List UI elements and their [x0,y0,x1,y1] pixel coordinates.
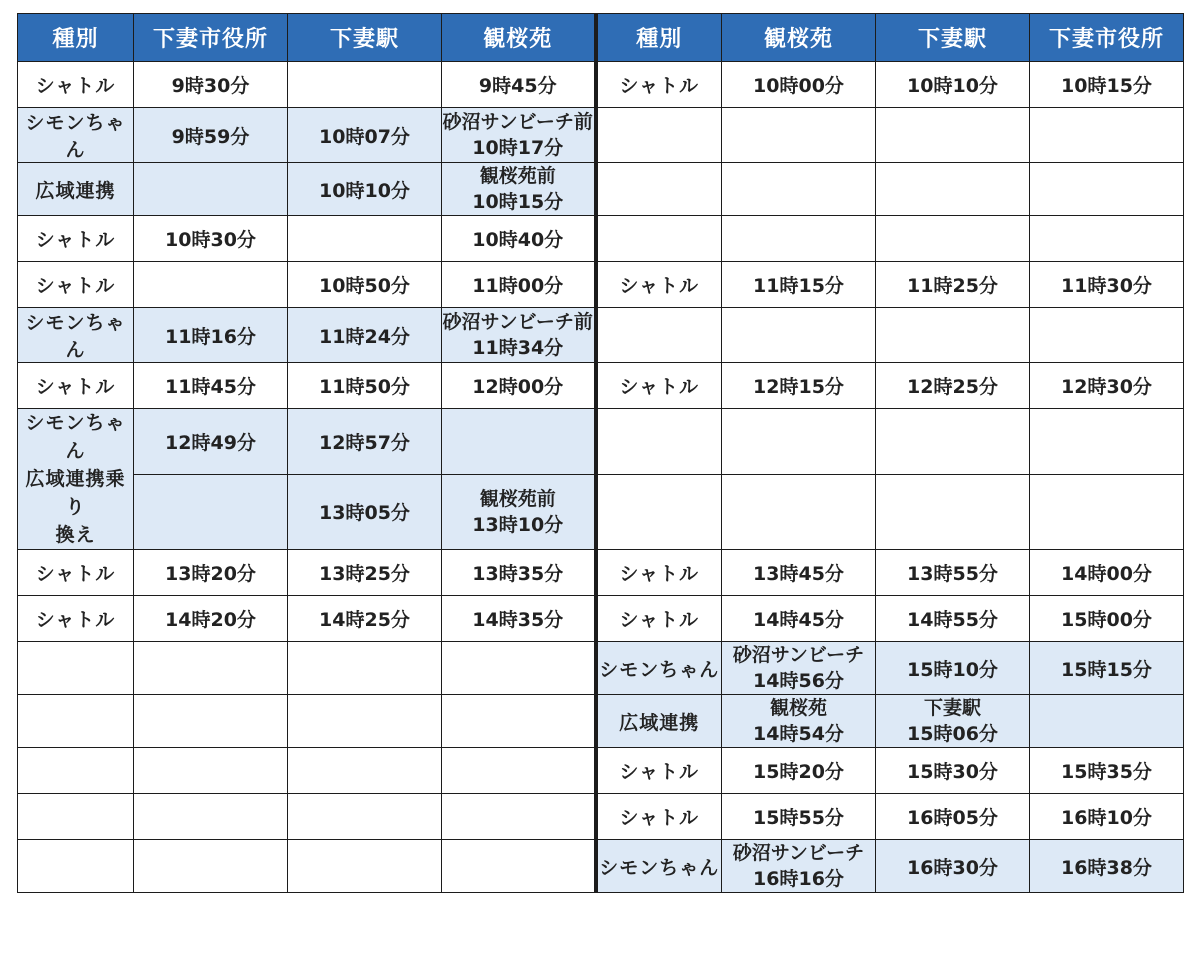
cell-time: 15時00分 [1030,596,1184,642]
cell-time: 16時05分 [876,794,1030,840]
cell-time [288,216,442,262]
cell-kind: シャトル [18,62,134,108]
cell-empty [596,409,722,475]
cell-empty [288,642,442,695]
cell-time [288,62,442,108]
cell-empty [288,748,442,794]
stop-name: 砂沼サンビーチ前 [442,111,593,133]
cell-empty [442,695,596,748]
cell-kind: シモンちゃん [596,840,722,893]
cell-kind: シモンちゃん [18,108,134,163]
table-row [18,596,1184,642]
timetable-wrapper [17,13,1184,893]
cell-empty [596,216,722,262]
cell-kind: シャトル [596,794,722,840]
table-row [18,550,1184,596]
cell-empty [596,308,722,363]
cell-empty [18,642,134,695]
table-row [18,748,1184,794]
stop-name: 砂沼サンビーチ [732,644,865,666]
cell-time: 16時30分 [876,840,1030,893]
cell-empty [134,695,288,748]
cell-time: 11時16分 [134,308,288,363]
cell-kind: シャトル [18,550,134,596]
cell-time: 15時30分 [876,748,1030,794]
cell-empty [876,409,1030,475]
cell-time: 10時00分 [722,62,876,108]
cell-kind: シャトル [596,550,722,596]
cell-kind: 広域連携 [596,695,722,748]
header-row [18,14,1184,62]
cell-time: 12時57分 [288,409,442,475]
cell-empty [134,474,288,550]
stop-time: 14時56分 [753,670,844,692]
cell-kind [18,409,134,550]
cell-time: 10時07分 [288,108,442,163]
table-row [18,409,1184,475]
cell-time: 10時15分 [1030,62,1184,108]
cell-time: 13時55分 [876,550,1030,596]
table-row [18,695,1184,748]
cell-empty [442,409,596,475]
stop-name: 観桜苑前 [479,487,556,510]
cell-time: 11時15分 [722,262,876,308]
cell-time: 14時00分 [1030,550,1184,596]
cell-stop-time [442,108,596,163]
cell-kind: シャトル [18,363,134,409]
cell-stop-time [442,474,596,550]
cell-stop-time [722,642,876,695]
cell-time: 13時25分 [288,550,442,596]
kind-line: 換え [55,524,96,546]
cell-kind: シモンちゃん [18,308,134,363]
cell-stop-time [722,695,876,748]
cell-time: 15時20分 [722,748,876,794]
cell-empty [442,794,596,840]
cell-empty [442,642,596,695]
cell-kind: シャトル [18,262,134,308]
cell-kind: シモンちゃん [596,642,722,695]
cell-empty [134,642,288,695]
cell-empty [722,308,876,363]
cell-time: 15時10分 [876,642,1030,695]
table-row [18,794,1184,840]
header-station-left: 下妻駅 [288,14,442,62]
table-row [18,262,1184,308]
cell-empty [288,794,442,840]
cell-empty [596,474,722,550]
cell-empty [18,695,134,748]
cell-empty [722,474,876,550]
table-row [18,840,1184,893]
cell-time: 11時24分 [288,308,442,363]
cell-time: 16時38分 [1030,840,1184,893]
table-row [18,216,1184,262]
cell-empty [876,163,1030,216]
cell-time: 10時10分 [288,163,442,216]
table-row [18,108,1184,163]
cell-time: 14時35分 [442,596,596,642]
cell-time: 14時20分 [134,596,288,642]
cell-time: 11時45分 [134,363,288,409]
cell-time: 15時55分 [722,794,876,840]
cell-empty [134,794,288,840]
cell-empty [722,216,876,262]
cell-time: 12時30分 [1030,363,1184,409]
cell-time: 9時45分 [442,62,596,108]
cell-time: 12時15分 [722,363,876,409]
cell-time [134,262,288,308]
cell-empty [1030,108,1184,163]
cell-kind: シャトル [18,596,134,642]
stop-time: 13時10分 [472,513,564,536]
stop-name: 砂沼サンビーチ前 [442,311,593,333]
kind-line: シモンちゃん [25,412,126,462]
cell-empty [722,409,876,475]
cell-time: 10時50分 [288,262,442,308]
stop-name: 観桜苑 [769,697,827,719]
cell-kind: シャトル [596,262,722,308]
cell-time: 12時49分 [134,409,288,475]
cell-kind: シャトル [18,216,134,262]
cell-time: 16時10分 [1030,794,1184,840]
cell-time: 15時35分 [1030,748,1184,794]
table-row [18,642,1184,695]
bus-timetable [17,13,1184,893]
cell-empty [876,474,1030,550]
stop-time: 14時54分 [753,723,844,745]
cell-empty [596,108,722,163]
header-station-right: 下妻駅 [876,14,1030,62]
cell-time: 10時30分 [134,216,288,262]
cell-time: 11時25分 [876,262,1030,308]
cell-stop-time [442,163,596,216]
cell-empty [1030,409,1184,475]
header-city-hall-right: 下妻市役所 [1030,14,1184,62]
cell-empty [1030,474,1184,550]
stop-name: 砂沼サンビーチ [732,842,865,864]
table-row [18,363,1184,409]
header-kind-right: 種別 [596,14,722,62]
stop-name: 観桜苑前 [479,165,556,187]
cell-empty [134,840,288,893]
stop-time: 11時34分 [472,337,564,359]
cell-time: 13時35分 [442,550,596,596]
cell-empty [18,840,134,893]
cell-time: 11時00分 [442,262,596,308]
header-kanouen-left: 観桜苑 [442,14,596,62]
cell-time: 10時40分 [442,216,596,262]
cell-empty [18,794,134,840]
cell-time: 11時30分 [1030,262,1184,308]
cell-time: 14時45分 [722,596,876,642]
header-kind-left: 種別 [18,14,134,62]
cell-time: 13時20分 [134,550,288,596]
stop-time: 10時17分 [472,137,564,159]
cell-time: 13時05分 [288,474,442,550]
cell-stop-time [876,695,1030,748]
cell-stop-time [722,840,876,893]
stop-time: 15時06分 [907,723,998,745]
cell-empty [722,163,876,216]
cell-empty [442,840,596,893]
table-row [18,62,1184,108]
cell-empty [722,108,876,163]
cell-kind: シャトル [596,62,722,108]
table-row [18,163,1184,216]
cell-empty [288,840,442,893]
cell-time [1030,695,1184,748]
cell-kind: 広域連携 [18,163,134,216]
cell-time: 9時59分 [134,108,288,163]
cell-empty [1030,216,1184,262]
cell-time [134,163,288,216]
header-city-hall-left: 下妻市役所 [134,14,288,62]
cell-kind: シャトル [596,363,722,409]
cell-time: 14時55分 [876,596,1030,642]
cell-time: 12時00分 [442,363,596,409]
cell-kind: シャトル [596,748,722,794]
cell-empty [18,748,134,794]
cell-empty [1030,308,1184,363]
cell-time: 10時10分 [876,62,1030,108]
cell-empty [876,308,1030,363]
cell-kind: シャトル [596,596,722,642]
table-row [18,474,1184,550]
cell-time: 14時25分 [288,596,442,642]
kind-line: 広域連携乗り [25,468,126,518]
cell-empty [1030,163,1184,216]
cell-time: 12時25分 [876,363,1030,409]
cell-empty [876,216,1030,262]
stop-time: 10時15分 [472,191,564,213]
stop-name: 下妻駅 [923,697,981,719]
cell-empty [876,108,1030,163]
table-row [18,308,1184,363]
cell-empty [288,695,442,748]
cell-stop-time [442,308,596,363]
cell-time: 11時50分 [288,363,442,409]
header-kanouen-right: 観桜苑 [722,14,876,62]
stop-time: 16時16分 [753,868,844,890]
cell-time: 13時45分 [722,550,876,596]
cell-empty [442,748,596,794]
cell-empty [596,163,722,216]
cell-empty [134,748,288,794]
cell-time: 15時15分 [1030,642,1184,695]
cell-time: 9時30分 [134,62,288,108]
